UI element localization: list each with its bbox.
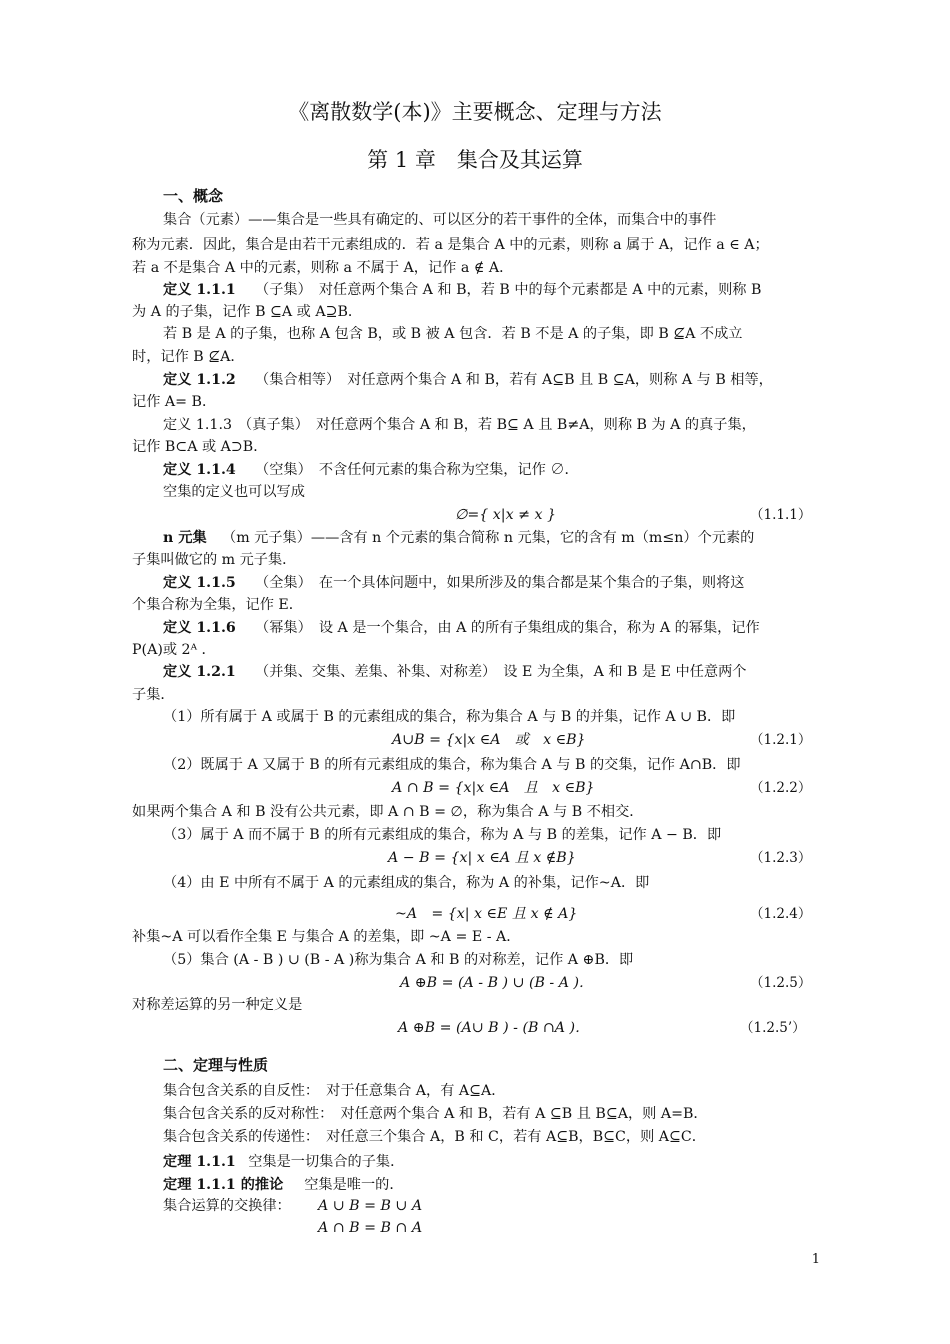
text-line: （空集） 不含任何元素的集合称为空集，记作 ∅． — [255, 462, 579, 478]
equation: A − B = {x| x ∈A 且 x ∉B} — [388, 850, 576, 866]
equation-number: （1.2.1） — [750, 732, 812, 748]
equation: A∪B = {x|x ∈A 或 x ∈B} — [392, 732, 586, 748]
equation: A ∩ B = B ∩ A — [318, 1220, 423, 1236]
definition-label: 定义 1.1.3 — [163, 417, 232, 433]
equation-number: （1.2.3） — [750, 850, 812, 866]
text-line: （并集、交集、差集、补集、对称差） 设 E 为全集，A 和 B 是 E 中任意两个 — [255, 664, 747, 680]
document-title: 《离散数学(本)》主要概念、定理与方法 — [288, 100, 662, 124]
definition-label: 定理 1.1.1 的推论 — [163, 1177, 284, 1193]
text-line: （4）由 E 中所有不属于 A 的元素组成的集合，称为 A 的补集，记作~A．即 — [163, 875, 650, 891]
equation-number: （1.2.5’） — [740, 1020, 806, 1036]
text-line: （真子集） 对任意两个集合 A 和 B，若 B⊆ A 且 B≠A，则称 B 为 A 的真子集， — [238, 417, 756, 433]
section-heading-theorems: 二、定理与性质 — [163, 1056, 269, 1074]
text-line: P(A)或 2ᴬ ． — [132, 642, 216, 658]
equation-number: （1.2.4） — [750, 906, 812, 922]
definition-label: 定义 1.1.2 — [163, 372, 236, 388]
text-line: （1）所有属于 A 或属于 B 的元素组成的集合，称为集合 A 与 B 的并集，记作 A ∪ B．即 — [163, 709, 736, 725]
text-line: 集合运算的交换律： — [163, 1198, 291, 1214]
text-line: （子集） 对任意两个集合 A 和 B，若 B 中的每个元素都是 A 中的元素，则称 B — [255, 282, 762, 298]
definition-label: 定义 1.1.6 — [163, 620, 236, 636]
text-line: 称为元素．因此，集合是由若干元素组成的．若 a 是集合 A 中的元素，则称 a 属于 A，记作 a ∈ A； — [132, 237, 769, 253]
definition-label: n 元集 — [163, 530, 207, 546]
text-line: （5）集合 (A - B ) ∪ (B - A )称为集合 A 和 B 的对称差，记作 A ⊕B．即 — [163, 952, 634, 968]
text-line: 为 A 的子集，记作 B ⊆A 或 A⊇B． — [132, 304, 363, 320]
text-line: （m 元子集）——含有 n 个元素的集合简称 n 元集，它的含有 m（m≤n）个元素的 — [222, 530, 755, 546]
text-line: 集合包含关系的反对称性： 对任意两个集合 A 和 B，若有 A ⊆B 且 B⊆A，则 A=B． — [163, 1106, 708, 1122]
equation: ∅={ x|x ≠ x } — [455, 507, 557, 523]
text-line: 个集合称为全集，记作 E． — [132, 597, 303, 613]
page-number: 1 — [811, 1252, 820, 1267]
equation: A ⊕B = (A∪ B ) - (B ∩A )． — [398, 1020, 590, 1036]
text-line: （幂集） 设 A 是一个集合，由 A 的所有子集组成的集合，称为 A 的幂集，记作 — [255, 620, 760, 636]
text-line: 集合包含关系的传递性： 对任意三个集合 A，B 和 C，若有 A⊆B，B⊆C，则 A⊆C． — [163, 1129, 706, 1145]
equation: ~A = {x| x ∈E 且 x ∉ A} — [395, 906, 578, 922]
definition-label: 定义 1.1.4 — [163, 462, 236, 478]
definition-label: 定义 1.1.1 — [163, 282, 236, 298]
section-heading-concepts: 一、概念 — [163, 187, 224, 205]
text-line: 时，记作 B ⊈A． — [132, 349, 245, 365]
text-line: 对称差运算的另一种定义是 — [132, 997, 303, 1013]
equation-number: （1.2.2） — [750, 780, 812, 796]
text-line: 子集． — [132, 687, 175, 703]
equation: A ∩ B = {x|x ∈A 且 x ∈B} — [392, 780, 595, 796]
definition-label: 定义 1.1.5 — [163, 575, 236, 591]
text-line: 集合包含关系的自反性： 对于任意集合 A，有 A⊆A． — [163, 1083, 506, 1099]
definition-label: 定理 1.1.1 — [163, 1154, 236, 1170]
text-line: （全集） 在一个具体问题中，如果所涉及的集合都是某个集合的子集，则将这 — [255, 575, 745, 591]
text-line: 空集是一切集合的子集． — [234, 1154, 405, 1170]
text-line: （3）属于 A 而不属于 B 的所有元素组成的集合，称为 A 与 B 的差集，记作 A − B．即 — [163, 827, 722, 843]
text-line: 补集~A 可以看作全集 E 与集合 A 的差集，即 ~A = E - A． — [132, 929, 521, 945]
text-line: （2）既属于 A 又属于 B 的所有元素组成的集合，称为集合 A 与 B 的交集，记作 A∩B．即 — [163, 757, 741, 773]
equation-number: （1.1.1） — [750, 507, 812, 523]
text-line: 记作 B⊂A 或 A⊃B． — [132, 439, 268, 455]
text-line: 空集是唯一的． — [290, 1177, 404, 1193]
text-line: 如果两个集合 A 和 B 没有公共元素，即 A ∩ B = ∅，称为集合 A 与 B 不相交． — [132, 804, 644, 820]
text-line: （集合相等） 对任意两个集合 A 和 B，若有 A⊆B 且 B ⊆A，则称 A 与 B 相等， — [255, 372, 773, 388]
text-line: 若 a 不是集合 A 中的元素，则称 a 不属于 A，记作 a ∉ A． — [132, 260, 514, 276]
text-line: 空集的定义也可以写成 — [163, 484, 305, 500]
text-line: 集合（元素）——集合是一些具有确定的、可以区分的若干事件的全体，而集合中的事件 — [163, 212, 717, 228]
chapter-heading: 第 1 章 集合及其运算 — [367, 148, 583, 172]
equation: A ∪ B = B ∪ A — [318, 1198, 423, 1214]
equation: A ⊕B = (A - B ) ∪ (B - A )． — [400, 975, 594, 991]
equation-number: （1.2.5） — [750, 975, 812, 991]
text-line: 记作 A= B． — [132, 394, 217, 410]
definition-label: 定义 1.2.1 — [163, 664, 236, 680]
text-line: 若 B 是 A 的子集，也称 A 包含 B，或 B 被 A 包含．若 B 不是 A 的子集，即 B ⊈A 不成立 — [163, 326, 743, 342]
text-line: 子集叫做它的 m 元子集． — [132, 552, 297, 568]
